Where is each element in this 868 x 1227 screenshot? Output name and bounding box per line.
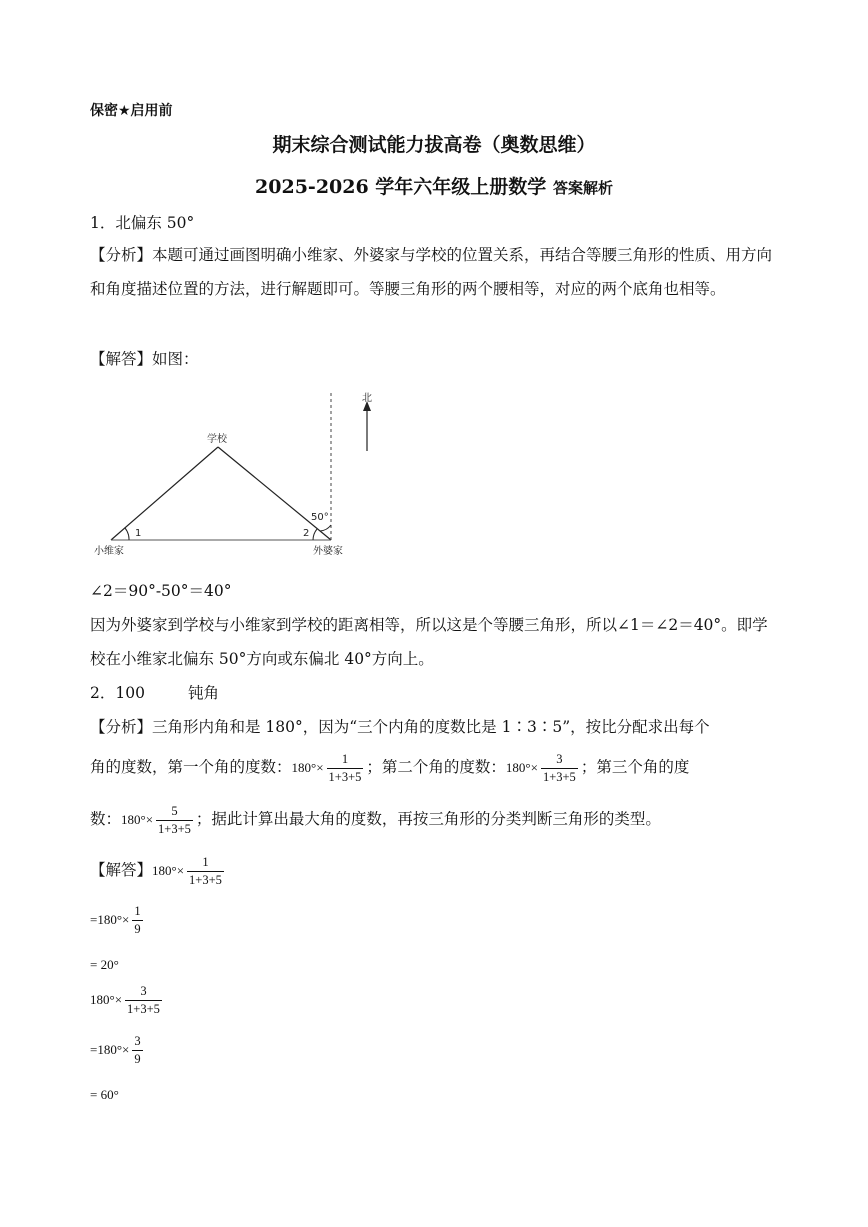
fraction-3-of-9: $\frac{3}{1+3+5}$ [542, 751, 576, 784]
q2-answer-number: 2．100 [90, 684, 145, 702]
q2-solution-step3: 180°× $\frac{3}{1+3+5}$ [90, 983, 160, 1016]
q2-solution-step1: 【解答】180°× $\frac{1}{1+3+5}$ [90, 854, 222, 887]
subtitle-answer-key: 答案解析 [552, 179, 613, 197]
q1-analysis: 【分析】本题可通过画图明确小维家、外婆家与学校的位置关系，再结合等腰三角形的性质、用方向和角度描述位置的方法，进行解题即可。等腰三角形的两个腰相等，对应的两个底角也相等。 [90, 246, 773, 298]
angle1-label: 1 [135, 528, 142, 539]
q2-solution-step4: =180°× $\frac{3}{9}$ [90, 1033, 141, 1066]
fraction-5-of-9: $\frac{5}{1+3+5}$ [158, 803, 191, 836]
q1-conclusion: 因为外婆家到学校与小维家到学校的距离相等，所以这是个等腰三角形，所以∠1＝∠2＝40°。即学校在小维家北偏东 50°方向或东偏北 40°方向上。 [90, 616, 768, 668]
home-label: 小维家 [94, 546, 124, 557]
q1-figure [80, 385, 400, 570]
q2-analysis-line1: 【分析】三角形内角和是 180°，因为“三个内角的度数比是 1∶3∶5”，按比分配求出每个 [90, 718, 710, 736]
angle50-label: 50° [311, 512, 329, 523]
triangle-right-side [218, 447, 331, 540]
north-label: 北 [362, 393, 372, 404]
page-subtitle [0, 172, 868, 199]
q2-result-60: = 60° [90, 1087, 119, 1102]
angle1-arc [125, 528, 129, 540]
fraction-1-of-9: $\frac{1}{1+3+5}$ [328, 751, 362, 784]
angle50-arc [320, 525, 331, 531]
school-label: 学校 [207, 434, 227, 445]
q2-analysis-line3: 数：180°× $\frac{5}{1+3+5}$ ；据此计算出最大角的度数，再按三角形的分类判断三角形的类型。 [90, 803, 661, 836]
angle2-label: 2 [303, 528, 310, 539]
q2-answer-type: 钝角 [188, 684, 220, 702]
confidential-label: 保密★启用前 [90, 103, 173, 119]
q2-analysis-line2: 角的度数，第一个角的度数：180°× $\frac{1}{1+3+5}$ ；第二个角的度数：180°× $\frac{3}{1+3+5}$ ；第三个角的度 [90, 751, 690, 784]
subtitle-main: 2025-2026 学年六年级上册数学 [255, 176, 547, 198]
page-title: 期末综合测试能力拔高卷（奥数思维） [272, 134, 596, 156]
q1-calculation: ∠2＝90°-50°＝40° [90, 582, 232, 600]
triangle-left-side [111, 447, 218, 540]
q2-solution-step2: =180°× $\frac{1}{9}$ [90, 903, 141, 936]
q2-result-20: = 20° [90, 957, 119, 972]
q1-solution-label: 【解答】如图： [90, 350, 199, 368]
angle2-arc [313, 529, 317, 540]
grandma-label: 外婆家 [313, 546, 343, 557]
q1-answer: 1．北偏东 50° [90, 214, 195, 232]
